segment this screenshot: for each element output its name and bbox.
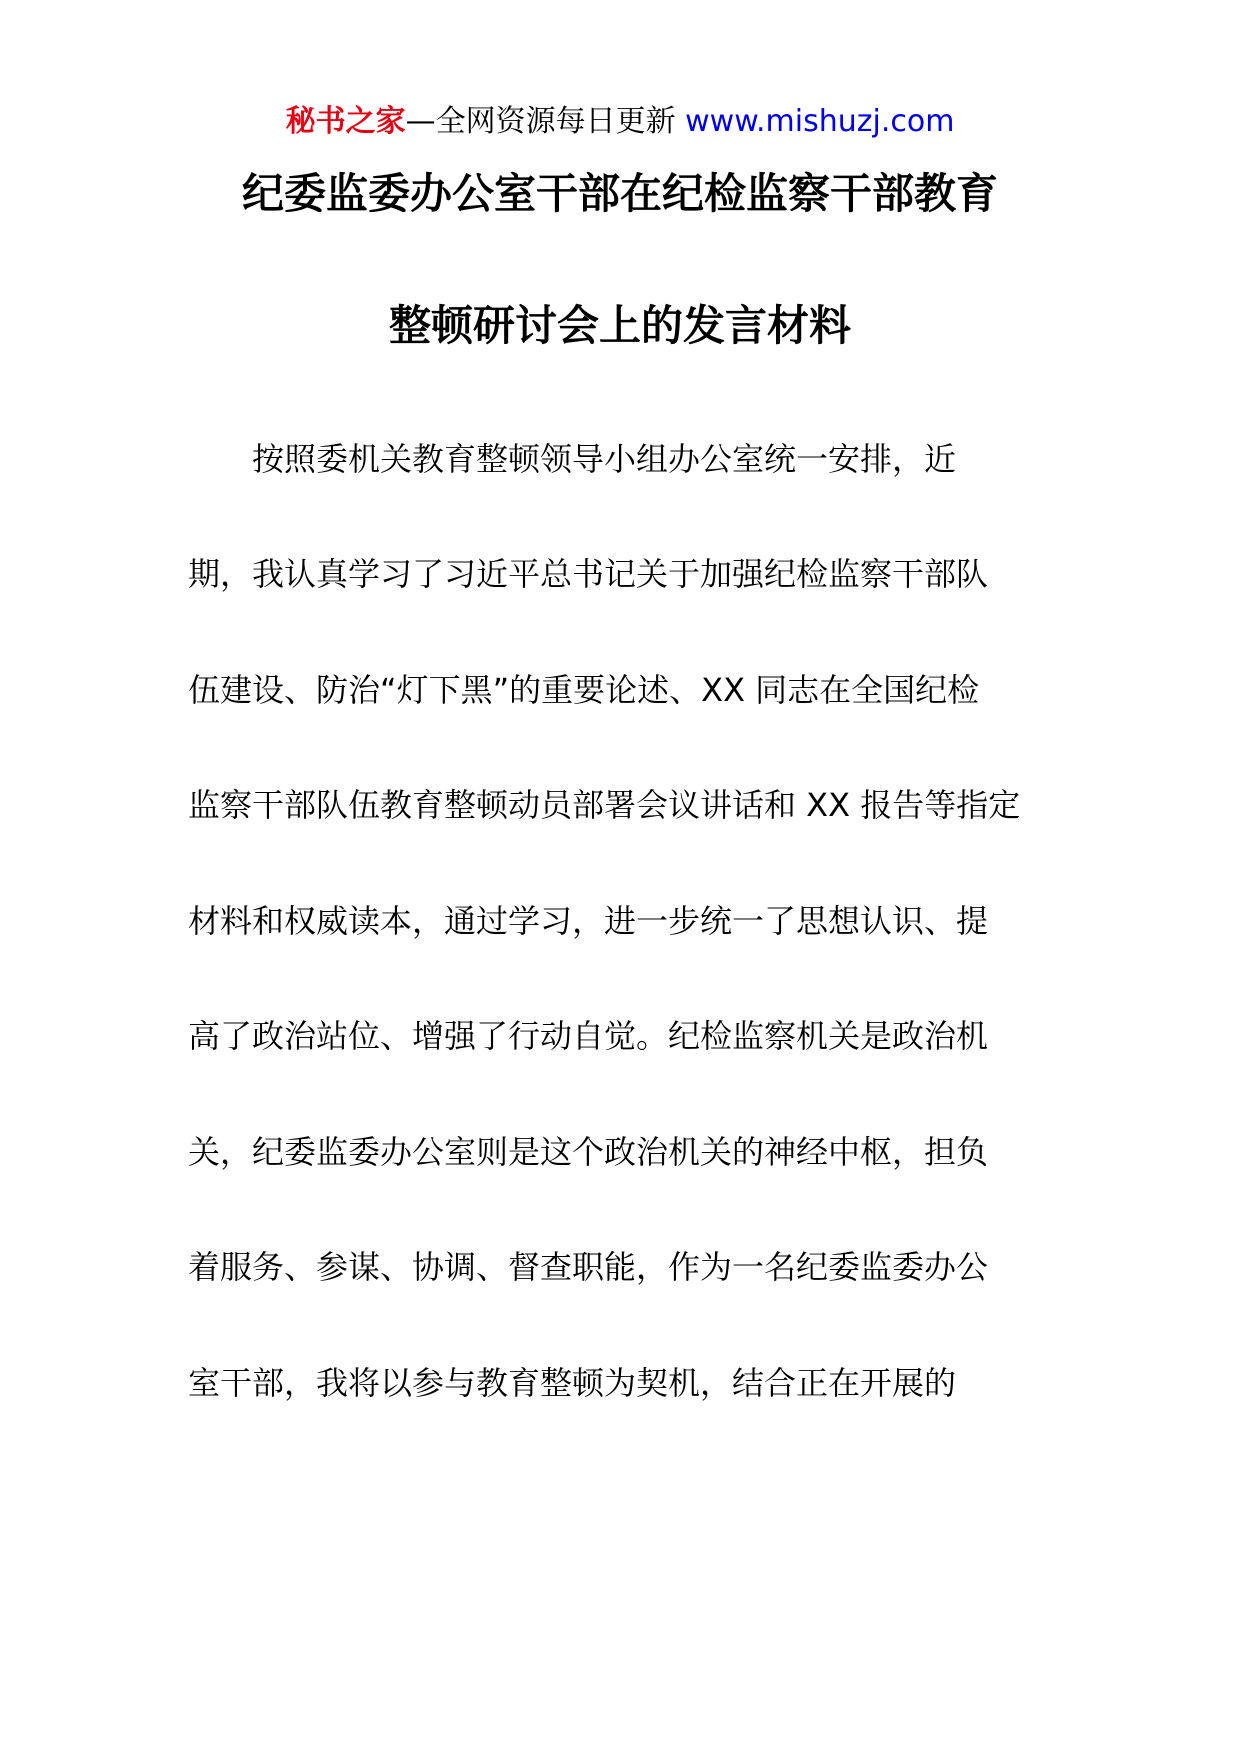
paragraph-line-9: 室干部，我将以参与教育整顿为契机，结合正在开展的 — [188, 1364, 957, 1402]
paragraph-line-5: 材料和权威读本，通过学习，进一步统一了思想认识、提 — [188, 902, 989, 940]
site-header — [0, 100, 1240, 144]
document-title-line-1: 纪委监委办公室干部在纪检监察干部教育 — [241, 169, 998, 218]
header-tagline: —全网资源每日更新 — [405, 104, 686, 139]
paragraph-line-8: 着服务、参谋、协调、督查职能，作为一名纪委监委办公 — [188, 1248, 989, 1286]
document-title-line-2: 整顿研讨会上的发言材料 — [388, 301, 851, 350]
paragraph-line-6: 高了政治站位、增强了行动自觉。纪检监察机关是政治机 — [188, 1017, 989, 1055]
paragraph-line-1: 按照委机关教育整顿领导小组办公室统一安排，近 — [252, 440, 957, 478]
paragraph-line-7: 关，纪委监委办公室则是这个政治机关的神经中枢，担负 — [188, 1133, 989, 1171]
paragraph-line-2: 期，我认真学习了习近平总书记关于加强纪检监察干部队 — [188, 555, 989, 593]
paragraph-line-3: 伍建设、防治“灯下黑”的重要论述、XX 同志在全国纪检 — [188, 671, 980, 709]
brand-name: 秘书之家 — [285, 104, 406, 139]
paragraph-line-4: 监察干部队伍教育整顿动员部署会议讲话和 XX 报告等指定 — [188, 786, 1021, 824]
site-url-link[interactable]: www.mishuzj.com — [685, 104, 955, 139]
